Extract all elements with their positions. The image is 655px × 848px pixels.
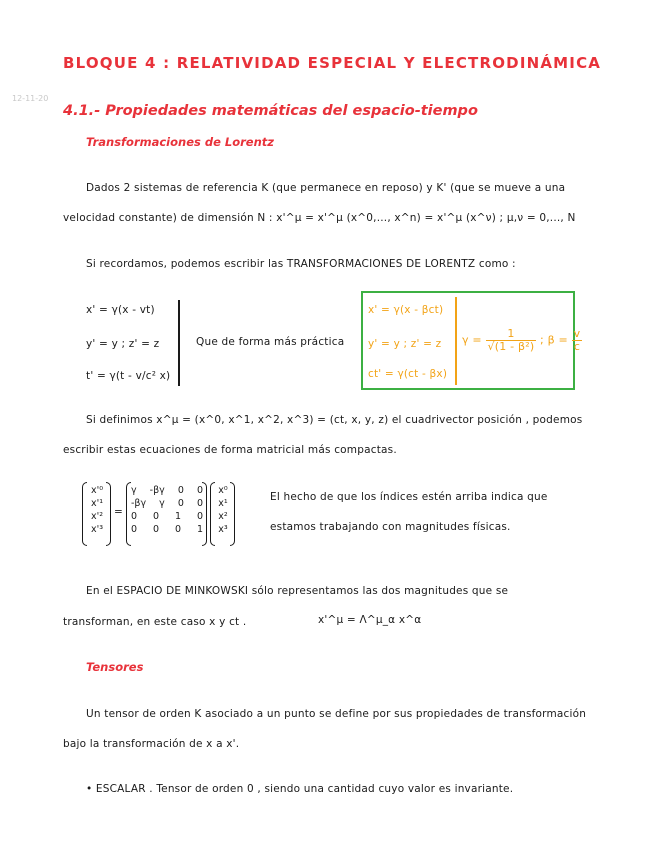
- lorentz-matrix-right-bracket: [202, 482, 207, 546]
- paragraph-3-line-2: escribir estas ecuaciones de forma matricial más compactas.: [63, 444, 397, 456]
- matrix-note-line-2: estamos trabajando con magnitudes físicas.: [270, 521, 511, 533]
- page-title: BLOQUE 4 : RELATIVIDAD ESPECIAL Y ELECTRODINÁMICA: [63, 54, 602, 72]
- paragraph-5-line-2: bajo la transformación de x a x'.: [63, 738, 240, 750]
- practical-form-label: Que de forma más práctica: [196, 336, 345, 348]
- gamma-denominator: √(1 - β²): [487, 340, 535, 353]
- beta-lhs: ; β =: [540, 333, 568, 347]
- matrix-cell: 0: [152, 511, 160, 522]
- paragraph-1-line-2: velocidad constante) de dimensión N : x'^μ = x'^μ (x^0,..., x^n) = x'^μ (x^ν) ; μ,ν = 0,..., N: [63, 212, 576, 224]
- subsection-heading-lorentz: Transformaciones de Lorentz: [86, 135, 274, 149]
- beta-fraction: [572, 328, 583, 353]
- minkowski-equation: x'^μ = Λ^μ_α x^α: [318, 614, 422, 626]
- left-brace-line: [178, 300, 180, 386]
- matrix-cell: 0: [152, 524, 160, 535]
- lhs-vector-entry: x'³: [90, 524, 104, 535]
- rhs-vector-entry: x¹: [218, 498, 228, 509]
- matrix-cell: -βγ: [149, 485, 165, 496]
- lorentz-eq-t: t' = γ(t - v/c² x): [86, 370, 171, 382]
- lhs-vector-entry: x'⁰: [90, 485, 104, 496]
- beta-denominator: c: [573, 340, 581, 353]
- subsection-heading-tensors: Tensores: [86, 660, 144, 674]
- matrix-cell: 1: [196, 524, 203, 535]
- matrix-cell: 0: [174, 524, 182, 535]
- lorentz-eq-x: x' = γ(x - vt): [86, 304, 155, 316]
- paragraph-3-line-1: Si definimos x^μ = (x^0, x^1, x^2, x^3) = (ct, x, y, z) el cuadrivector posición , podemos: [86, 414, 583, 426]
- lorentz-matrix: [131, 484, 203, 536]
- gamma-numerator: 1: [486, 328, 537, 341]
- lorentz-eq-yz: y' = y ; z' = z: [86, 338, 160, 350]
- gamma-definition: [462, 328, 582, 353]
- practical-eq-x: x' = γ(x - βct): [368, 304, 444, 316]
- matrix-cell: 0: [196, 485, 203, 496]
- matrix-cell: 0: [177, 485, 184, 496]
- lhs-vector-entry: x'¹: [90, 498, 104, 509]
- lhs-vector-right-bracket: [106, 482, 111, 546]
- gamma-fraction: [486, 328, 537, 353]
- practical-eq-ct: ct' = γ(ct - βx): [368, 368, 448, 380]
- matrix-cell: 0: [196, 498, 203, 509]
- matrix-note-line-1: El hecho de que los índices estén arriba indica que: [270, 491, 548, 503]
- rhs-vector-entry: x³: [218, 524, 228, 535]
- section-heading: 4.1.- Propiedades matemáticas del espacio-tiempo: [63, 103, 478, 119]
- lhs-vector-entry: x'²: [90, 511, 104, 522]
- practical-eq-yz: y' = y ; z' = z: [368, 338, 442, 350]
- matrix-cell: 1: [174, 511, 182, 522]
- paragraph-1-line-1: Dados 2 sistemas de referencia K (que permanece en reposo) y K' (que se mueve a una: [86, 182, 566, 194]
- date-annotation: 12-11-20: [12, 94, 49, 103]
- matrix-cell: 0: [131, 511, 138, 522]
- matrix-cell: γ: [131, 485, 137, 496]
- matrix-equals: =: [114, 506, 123, 518]
- right-brace-line: [455, 297, 457, 385]
- paragraph-5-line-1: Un tensor de orden K asociado a un punto se define por sus propiedades de transformación: [86, 708, 587, 720]
- paragraph-4-line-1: En el ESPACIO DE MINKOWSKI sólo representamos las dos magnitudes que se: [86, 585, 509, 597]
- lhs-vector: [86, 484, 108, 536]
- bullet-escalar: • ESCALAR . Tensor de orden 0 , siendo una cantidad cuyo valor es invariante.: [86, 783, 514, 795]
- matrix-cell: γ: [159, 498, 165, 509]
- rhs-vector-right-bracket: [230, 482, 235, 546]
- matrix-cell: 0: [196, 511, 203, 522]
- rhs-vector-entry: x⁰: [218, 485, 228, 496]
- matrix-cell: 0: [177, 498, 184, 509]
- rhs-vector-entry: x²: [218, 511, 228, 522]
- paragraph-4-line-2: transforman, en este caso x y ct .: [63, 616, 247, 628]
- gamma-lhs: γ =: [462, 333, 482, 347]
- matrix-cell: 0: [131, 524, 138, 535]
- paragraph-2: Si recordamos, podemos escribir las TRANSFORMACIONES DE LORENTZ como :: [86, 258, 516, 270]
- beta-numerator: v: [573, 327, 581, 340]
- matrix-cell: -βγ: [131, 498, 147, 509]
